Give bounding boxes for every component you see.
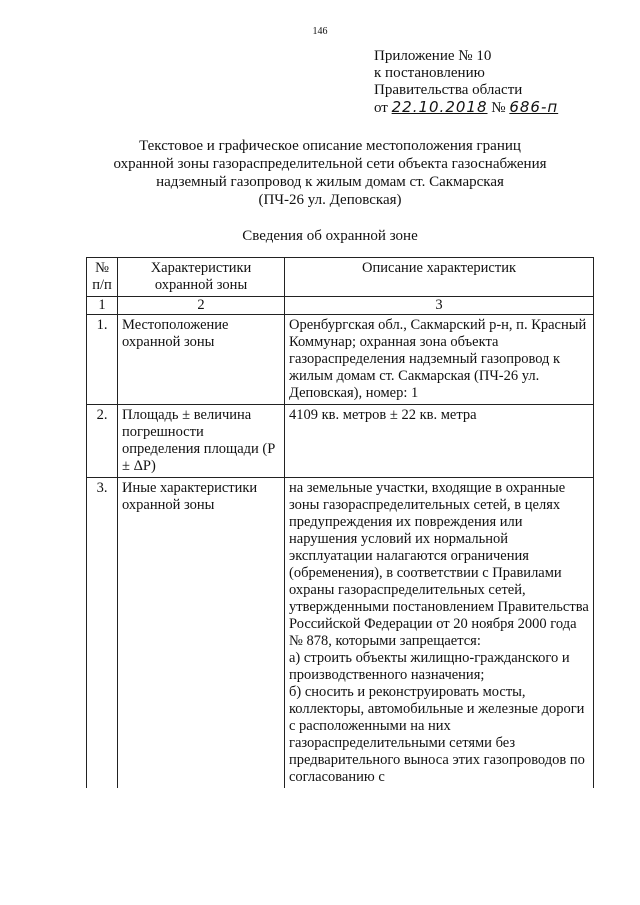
zone-info-table	[86, 257, 594, 788]
handwritten-number: 686-п	[509, 98, 559, 116]
page-number: 146	[312, 26, 328, 37]
header-number	[87, 258, 118, 297]
section-subtitle: Сведения об охранной зоне	[242, 228, 418, 244]
header-number-line-2: п/п	[92, 277, 112, 293]
from-label: от	[374, 100, 388, 116]
appendix-date-line	[374, 99, 558, 117]
header-char-line-1: Характеристики	[150, 260, 252, 276]
table-row	[87, 405, 594, 478]
document-title	[60, 137, 600, 209]
appendix-block	[374, 48, 558, 117]
description-paragraph-3: б) сносить и реконструировать мосты, коллекторы, автомобильные и железные дороги с расположенными на них газораспределительными сетями без предварительного выноса этих газопроводов по согласованию с	[289, 684, 585, 785]
row-description: 4109 кв. метров ± 22 кв. метра	[285, 405, 594, 478]
row-characteristic: Местоположение охранной зоны	[118, 315, 285, 405]
handwritten-date: 22.10.2018	[391, 98, 488, 116]
number-label: №	[491, 100, 506, 116]
header-description: Описание характеристик	[285, 258, 594, 297]
title-line-2: охранной зоны газораспределительной сети объекта газоснабжения	[113, 156, 547, 172]
col-number-3: 3	[285, 297, 594, 315]
col-number-1: 1	[87, 297, 118, 315]
table-header-row	[87, 258, 594, 297]
title-line-3: надземный газопровод к жилым домам ст. Сакмарская	[156, 174, 504, 190]
description-paragraph-1: на земельные участки, входящие в охранные зоны газораспределительных сетей, в целях предупреждения их повреждения или нарушения условий их нормальной эксплуатации налагаются ограничения (обременения), в соответствии с Правилами охраны газораспределительных сетей, утвержденными постановлением Правительства Российской Федерации от 20 ноября 2000 года № 878, которыми запрещается:	[289, 480, 589, 649]
appendix-line-2: к постановлению	[374, 65, 485, 81]
header-number-line-1: №	[95, 260, 109, 276]
row-number: 3.	[87, 478, 118, 789]
row-number: 1.	[87, 315, 118, 405]
row-characteristic: Иные характеристики охранной зоны	[118, 478, 285, 789]
row-characteristic: Площадь ± величина погрешности определения площади (P ± ΔP)	[118, 405, 285, 478]
table-row	[87, 315, 594, 405]
header-characteristics	[118, 258, 285, 297]
description-paragraph-2: а) строить объекты жилищно-гражданского и производственного назначения;	[289, 650, 570, 683]
appendix-line-3: Правительства области	[374, 82, 523, 98]
table-row	[87, 478, 594, 789]
col-number-2: 2	[118, 297, 285, 315]
appendix-line-1: Приложение № 10	[374, 48, 492, 64]
column-number-row	[87, 297, 594, 315]
row-number: 2.	[87, 405, 118, 478]
row-description: Оренбургская обл., Сакмарский р-н, п. Красный Коммунар; охранная зона объекта газораспределения надземный газопровод к жилым домам ст. Сакмарская (ПЧ-26 ул. Деповская), номер: 1	[285, 315, 594, 405]
header-char-line-2: охранной зоны	[154, 277, 248, 293]
title-line-1: Текстовое и графическое описание местоположения границ	[139, 138, 521, 154]
row-description	[285, 478, 594, 789]
title-line-4: (ПЧ-26 ул. Деповская)	[258, 192, 402, 208]
